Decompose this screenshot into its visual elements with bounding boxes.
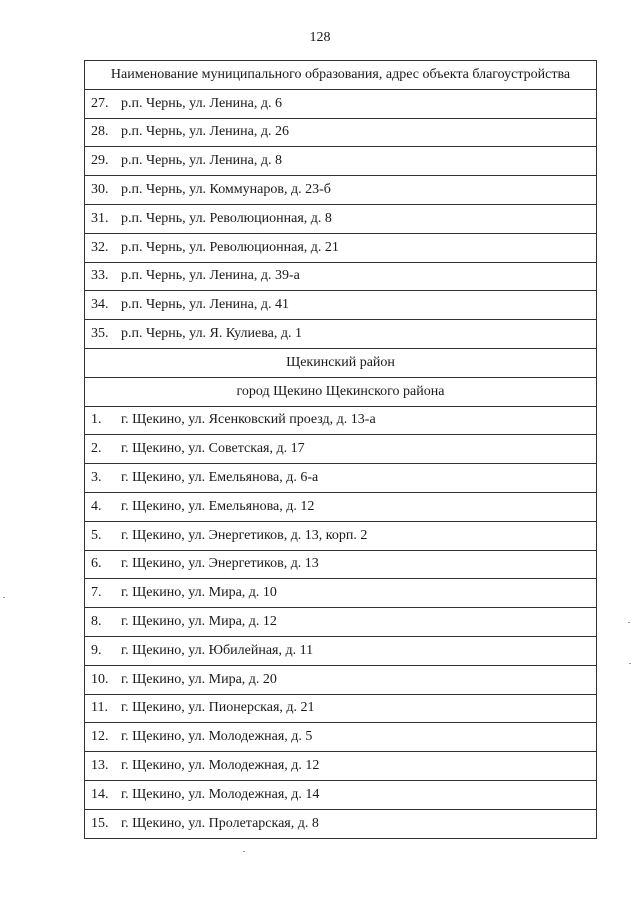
address-cell bbox=[85, 320, 597, 349]
address-text: г. Щекино, ул. Ясенковский проезд, д. 13-а bbox=[121, 412, 376, 428]
address-cell bbox=[85, 406, 597, 435]
address-cell bbox=[85, 694, 597, 723]
row-number: 8. bbox=[91, 614, 102, 630]
address-cell bbox=[85, 233, 597, 262]
address-text: г. Щекино, ул. Советская, д. 17 bbox=[121, 441, 305, 457]
address-text: г. Щекино, ул. Энергетиков, д. 13 bbox=[121, 556, 319, 572]
row-number: 1. bbox=[91, 412, 102, 428]
address-cell bbox=[85, 665, 597, 694]
row-number: 33. bbox=[91, 268, 109, 284]
table-row bbox=[85, 780, 597, 809]
address-text: г. Щекино, ул. Мира, д. 20 bbox=[121, 671, 277, 687]
row-number: 28. bbox=[91, 124, 109, 140]
address-cell bbox=[85, 809, 597, 838]
table-row bbox=[85, 406, 597, 435]
table-row bbox=[85, 204, 597, 233]
address-cell bbox=[85, 723, 597, 752]
row-number: 32. bbox=[91, 239, 109, 255]
table-row bbox=[85, 89, 597, 118]
address-cell bbox=[85, 550, 597, 579]
scan-speck bbox=[629, 663, 631, 664]
scan-speck bbox=[243, 851, 245, 852]
address-cell bbox=[85, 464, 597, 493]
table-row bbox=[85, 492, 597, 521]
row-number: 31. bbox=[91, 210, 109, 226]
table-row bbox=[85, 694, 597, 723]
table-header: Наименование муниципального образования, адрес объекта благоустройства bbox=[85, 61, 597, 90]
address-cell bbox=[85, 262, 597, 291]
section-row bbox=[85, 348, 597, 377]
address-cell bbox=[85, 608, 597, 637]
scan-speck bbox=[3, 597, 5, 598]
address-cell bbox=[85, 780, 597, 809]
row-number: 29. bbox=[91, 153, 109, 169]
address-cell bbox=[85, 752, 597, 781]
row-number: 12. bbox=[91, 729, 109, 745]
table-header-row bbox=[85, 61, 597, 90]
row-number: 3. bbox=[91, 470, 102, 486]
address-cell bbox=[85, 636, 597, 665]
address-text: г. Щекино, ул. Энергетиков, д. 13, корп. 2 bbox=[121, 527, 368, 543]
table-row bbox=[85, 464, 597, 493]
table-row bbox=[85, 320, 597, 349]
row-number: 4. bbox=[91, 498, 102, 514]
address-text: р.п. Чернь, ул. Революционная, д. 21 bbox=[121, 239, 339, 255]
row-number: 27. bbox=[91, 95, 109, 111]
address-cell bbox=[85, 492, 597, 521]
address-text: г. Щекино, ул. Мира, д. 10 bbox=[121, 585, 277, 601]
address-text: р.п. Чернь, ул. Ленина, д. 6 bbox=[121, 95, 282, 111]
table-row bbox=[85, 118, 597, 147]
section-heading: Щекинский район bbox=[85, 348, 597, 377]
table-row bbox=[85, 809, 597, 838]
address-cell bbox=[85, 579, 597, 608]
address-text: г. Щекино, ул. Пионерская, д. 21 bbox=[121, 700, 315, 716]
address-text: р.п. Чернь, ул. Революционная, д. 8 bbox=[121, 210, 332, 226]
table-row bbox=[85, 579, 597, 608]
scan-speck bbox=[628, 622, 630, 623]
row-number: 15. bbox=[91, 815, 109, 831]
address-text: р.п. Чернь, ул. Я. Кулиева, д. 1 bbox=[121, 326, 303, 342]
row-number: 11. bbox=[91, 700, 108, 716]
table-row bbox=[85, 550, 597, 579]
table-row bbox=[85, 723, 597, 752]
table-row bbox=[85, 636, 597, 665]
row-number: 13. bbox=[91, 758, 109, 774]
address-text: г. Щекино, ул. Молодежная, д. 12 bbox=[121, 758, 320, 774]
address-text: р.п. Чернь, ул. Ленина, д. 39-а bbox=[121, 268, 300, 284]
table-row bbox=[85, 521, 597, 550]
address-text: г. Щекино, ул. Юбилейная, д. 11 bbox=[121, 642, 314, 658]
table-row bbox=[85, 233, 597, 262]
table-row bbox=[85, 176, 597, 205]
row-number: 14. bbox=[91, 786, 109, 802]
row-number: 6. bbox=[91, 556, 102, 572]
address-text: р.п. Чернь, ул. Ленина, д. 8 bbox=[121, 153, 282, 169]
row-number: 5. bbox=[91, 527, 102, 543]
address-text: г. Щекино, ул. Молодежная, д. 5 bbox=[121, 729, 313, 745]
address-cell bbox=[85, 521, 597, 550]
address-text: г. Щекино, ул. Мира, д. 12 bbox=[121, 614, 277, 630]
address-text: г. Щекино, ул. Емельянова, д. 6-а bbox=[121, 470, 319, 486]
address-text: г. Щекино, ул. Молодежная, д. 14 bbox=[121, 786, 320, 802]
table-row bbox=[85, 435, 597, 464]
address-table-body bbox=[85, 61, 597, 839]
address-cell bbox=[85, 118, 597, 147]
row-number: 2. bbox=[91, 441, 102, 457]
address-text: г. Щекино, ул. Емельянова, д. 12 bbox=[121, 498, 315, 514]
address-text: р.п. Чернь, ул. Ленина, д. 26 bbox=[121, 124, 289, 140]
table-row bbox=[85, 608, 597, 637]
table-row bbox=[85, 262, 597, 291]
address-cell bbox=[85, 204, 597, 233]
address-cell bbox=[85, 176, 597, 205]
row-number: 10. bbox=[91, 671, 109, 687]
address-cell bbox=[85, 291, 597, 320]
address-cell bbox=[85, 435, 597, 464]
address-cell bbox=[85, 147, 597, 176]
table-row bbox=[85, 291, 597, 320]
table-row bbox=[85, 665, 597, 694]
address-text: г. Щекино, ул. Пролетарская, д. 8 bbox=[121, 815, 319, 831]
address-text: р.п. Чернь, ул. Ленина, д. 41 bbox=[121, 297, 289, 313]
address-cell bbox=[85, 89, 597, 118]
row-number: 34. bbox=[91, 297, 109, 313]
address-text: р.п. Чернь, ул. Коммунаров, д. 23-б bbox=[121, 182, 331, 198]
table-row bbox=[85, 147, 597, 176]
row-number: 7. bbox=[91, 585, 102, 601]
page-number: 128 bbox=[309, 30, 331, 45]
row-number: 9. bbox=[91, 642, 102, 658]
section-row bbox=[85, 377, 597, 406]
table-row bbox=[85, 752, 597, 781]
section-heading: город Щекино Щекинского района bbox=[85, 377, 597, 406]
row-number: 35. bbox=[91, 326, 109, 342]
row-number: 30. bbox=[91, 182, 109, 198]
address-table bbox=[84, 60, 597, 839]
